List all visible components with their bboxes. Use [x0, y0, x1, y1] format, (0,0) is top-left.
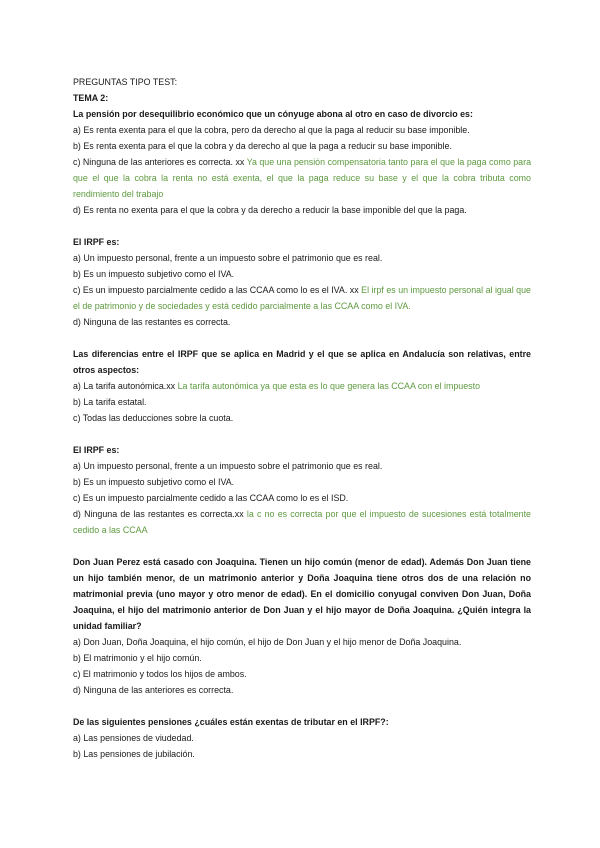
q5-option-a: a) Don Juan, Doña Joaquina, el hijo común, el hijo de Don Juan y el hijo menor de Doña Joaquina. [73, 637, 462, 647]
q1-option-c [73, 154, 531, 202]
q4-option-c: c) Es un impuesto parcialmente cedido a las CCAA como lo es el ISD. [73, 493, 349, 503]
q6-option-a: a) Las pensiones de viudedad. [73, 733, 194, 743]
q3-option-a [73, 378, 531, 394]
q1-option-c-note: Ya que una pensión compensatoria tanto para el que la paga como para que el que la cobra la renta no está exenta, el que la paga reduce su base y el que la cobra tributa como rendimiento del trabajo [73, 157, 532, 199]
q4-option-d-note: la c no es correcta por que el impuesto de sucesiones está totalmente cedido a las CCAA [73, 509, 531, 535]
tema-heading: TEMA 2: [73, 93, 109, 103]
q2-option-c-note: El irpf es un impuesto personal al igual que el de patrimonio y de sociedades y está cedido parcialmente a las CCAA como el IVA. [73, 285, 531, 311]
q1-option-d: d) Es renta no exenta para el que la cobra y da derecho a reducir la base imponible del que la paga. [73, 205, 467, 215]
q6-option-b: b) Las pensiones de jubilación. [73, 749, 195, 759]
spacer [73, 218, 531, 234]
spacer [73, 698, 531, 714]
question-1: La pensión por desequilibrio económico que un cónyuge abona al otro en caso de divorcio es: [73, 109, 473, 119]
q2-option-b: b) Es un impuesto subjetivo como el IVA. [73, 269, 235, 279]
question-5: Don Juan Perez está casado con Joaquina. Tienen un hijo común (menor de edad). Además Don Juan tiene un hijo también menor, de un matrimonio anterior y Doña Joaquina tiene otros dos de una relación no matrimonial previa (uno mayor y otro menor de edad). En el domicilio conyugal conviven Don Juan, Doña Joaquina, el hijo del matrimonio anterior de Don Juan y el hijo mayor de Doña Joaquina. ¿Quién integra la unidad familiar? [73, 557, 531, 631]
document-page [73, 74, 531, 762]
q5-option-b: b) El matrimonio y el hijo común. [73, 653, 202, 663]
q4-option-a: a) Un impuesto personal, frente a un impuesto sobre el patrimonio que es real. [73, 461, 383, 471]
question-6: De las siguientes pensiones ¿cuáles están exentas de tributar en el IRPF?: [73, 717, 389, 727]
q1-option-a: a) Es renta exenta para el que la cobra, pero da derecho al que la paga al reducir su base imponible. [73, 125, 470, 135]
q5-option-d: d) Ninguna de las anteriores es correcta. [73, 685, 234, 695]
q3-option-a-note: La tarifa autonómica ya que esta es lo que genera las CCAA con el impuesto [177, 381, 481, 391]
q2-option-c-text: c) Es un impuesto parcialmente cedido a las CCAA como lo es el IVA. xx [73, 285, 359, 295]
question-3: Las diferencias entre el IRPF que se aplica en Madrid y el que se aplica en Andalucía son relativas, entre otros aspectos: [73, 349, 531, 375]
question-2: El IRPF es: [73, 237, 120, 247]
q2-option-c [73, 282, 531, 314]
q2-option-a: a) Un impuesto personal, frente a un impuesto sobre el patrimonio que es real. [73, 253, 383, 263]
q1-option-c-text: c) Ninguna de las anteriores es correcta. xx [73, 157, 245, 167]
spacer [73, 426, 531, 442]
q4-option-d [73, 506, 531, 538]
q3-option-c: c) Todas las deducciones sobre la cuota. [73, 413, 234, 423]
q3-option-b: b) La tarifa estatal. [73, 397, 147, 407]
q1-option-b: b) Es renta exenta para el que la cobra y da derecho al que la paga a reducir su base imponible. [73, 141, 452, 151]
spacer [73, 538, 531, 554]
q2-option-d: d) Ninguna de las restantes es correcta. [73, 317, 231, 327]
q4-option-d-text: d) Ninguna de las restantes es correcta.xx [73, 509, 244, 519]
question-4: El IRPF es: [73, 445, 120, 455]
spacer [73, 330, 531, 346]
q5-option-c: c) El matrimonio y todos los hijos de ambos. [73, 669, 247, 679]
q4-option-b: b) Es un impuesto subjetivo como el IVA. [73, 477, 235, 487]
document-title: PREGUNTAS TIPO TEST: [73, 77, 178, 87]
q3-option-a-text: a) La tarifa autonómica.xx [73, 381, 176, 391]
